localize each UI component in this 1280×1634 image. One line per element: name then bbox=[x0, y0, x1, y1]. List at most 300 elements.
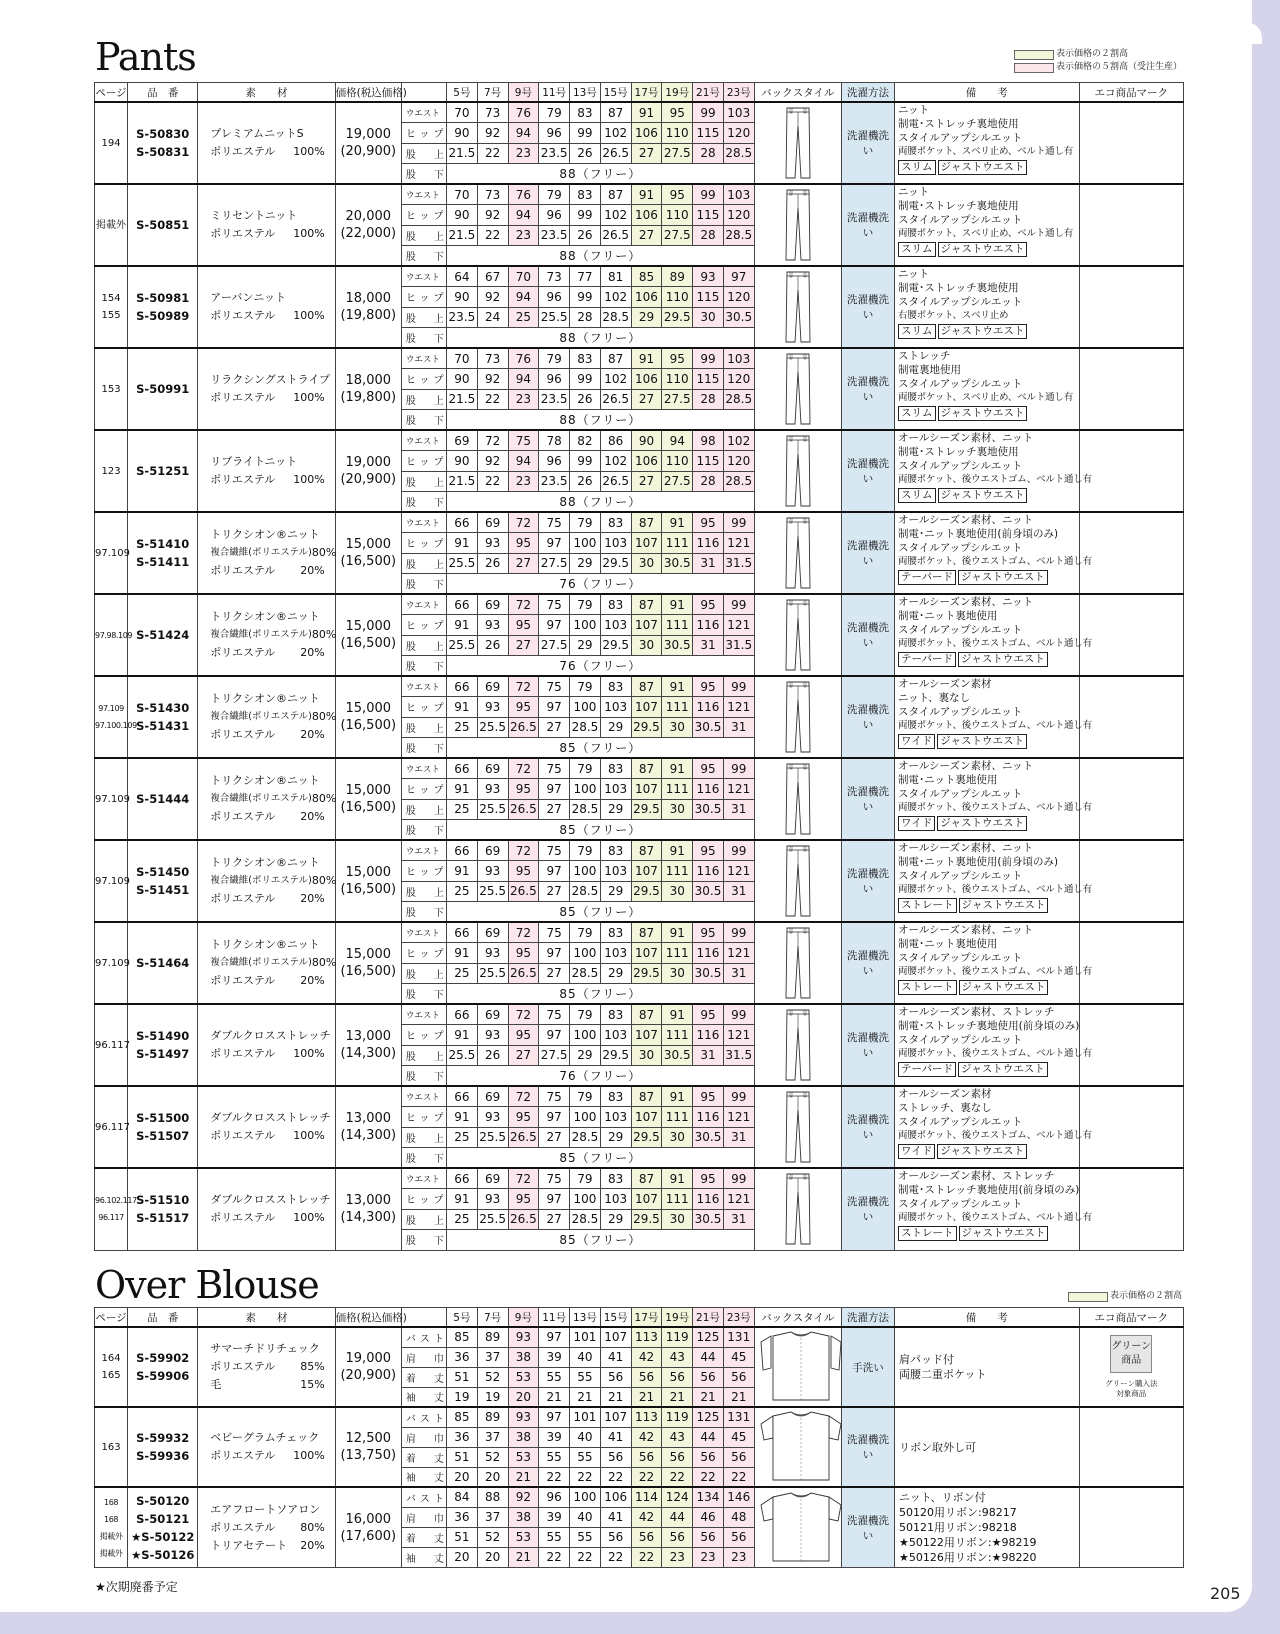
product-code: S-59936 bbox=[136, 1449, 190, 1463]
size-value: 56 bbox=[631, 1447, 662, 1467]
size-value: 28 bbox=[570, 307, 601, 328]
size-value: 95 bbox=[693, 758, 724, 779]
measure-label: ウエスト bbox=[401, 512, 446, 533]
material-name: 複合繊維(ポリエステル) bbox=[210, 547, 312, 558]
size-value: 51 bbox=[446, 1447, 477, 1467]
col-header: 23号 bbox=[723, 83, 754, 103]
material-name: ポリエステル bbox=[210, 892, 276, 905]
material-name: リブライトニット bbox=[210, 455, 298, 468]
legend-label-20pct: 表示価格の２割高 bbox=[1056, 49, 1129, 59]
measure-label: 股 上 bbox=[401, 307, 446, 328]
size-value: 93 bbox=[477, 697, 508, 718]
measure-label: 肩 巾 bbox=[401, 1507, 446, 1527]
eco-mark bbox=[1079, 102, 1183, 184]
size-value: 86 bbox=[600, 430, 631, 451]
material-name: ダブルクロスストレッチ bbox=[210, 1111, 331, 1124]
product-codes bbox=[128, 922, 198, 1004]
size-value: 31 bbox=[693, 553, 724, 574]
measure-label: 股 上 bbox=[401, 799, 446, 820]
remark-line: スタイルアップシルエット bbox=[898, 1115, 1023, 1128]
price-tax-included: (22,000) bbox=[340, 226, 397, 241]
remark-line: リボン取外し可 bbox=[899, 1440, 977, 1454]
size-value: 27 bbox=[539, 1209, 570, 1230]
size-value: 78 bbox=[539, 430, 570, 451]
size-value: 30 bbox=[662, 963, 693, 984]
remark-line: ★50122用リボン:★98219 bbox=[899, 1536, 1037, 1549]
material bbox=[198, 430, 335, 512]
remark-line: オールシーズン素材、ニット bbox=[898, 924, 1034, 936]
material-name: ダブルクロスストレッチ bbox=[210, 1029, 331, 1042]
eco-mark bbox=[1079, 266, 1183, 348]
size-value: 66 bbox=[446, 922, 477, 943]
col-header: 19号 bbox=[662, 1308, 693, 1328]
remark-line: スタイルアップシルエット bbox=[898, 131, 1023, 144]
size-value: 85 bbox=[446, 1407, 477, 1427]
material-percent: 80% bbox=[311, 792, 337, 805]
size-value: 83 bbox=[570, 184, 601, 205]
page-ref: 96.117 bbox=[95, 1039, 130, 1051]
eco-mark bbox=[1079, 758, 1183, 840]
remark-line: 両腰ポケット、後ウエストゴム、ベルト通し有 bbox=[898, 1048, 1092, 1060]
size-value: 91 bbox=[662, 594, 693, 615]
remarks bbox=[895, 430, 1092, 512]
size-value: 110 bbox=[662, 451, 693, 472]
size-value: 95 bbox=[693, 512, 724, 533]
wash-method: 洗濯機洗い bbox=[841, 1168, 894, 1250]
measure-label: ウエスト bbox=[401, 676, 446, 697]
size-value: 116 bbox=[693, 615, 724, 636]
size-value: 87 bbox=[631, 1168, 662, 1189]
size-value: 97 bbox=[539, 861, 570, 882]
size-value: 99 bbox=[723, 1086, 754, 1107]
size-value: 87 bbox=[631, 594, 662, 615]
remarks bbox=[895, 1327, 1080, 1407]
size-value: 95 bbox=[508, 1189, 539, 1210]
remark-line: 制電･ストレッチ裏地使用 bbox=[898, 445, 1019, 458]
size-value: 69 bbox=[477, 1004, 508, 1025]
size-value: 23.5 bbox=[539, 471, 570, 492]
size-value: 103 bbox=[600, 1107, 631, 1128]
material-percent: 100% bbox=[293, 1449, 325, 1462]
remark-line: オールシーズン素材、ニット bbox=[898, 596, 1034, 608]
size-value: 91 bbox=[662, 1004, 693, 1025]
price-tax-included: (16,500) bbox=[340, 554, 397, 569]
size-value: 69 bbox=[477, 1168, 508, 1189]
pants-back-style-icon bbox=[784, 680, 812, 754]
material-percent: 100% bbox=[293, 1047, 325, 1060]
product-code: S-50831 bbox=[136, 145, 190, 159]
measure-label: バスト bbox=[401, 1407, 446, 1427]
size-value: 29 bbox=[570, 1045, 601, 1066]
size-value: 28.5 bbox=[723, 471, 754, 492]
size-value: 97 bbox=[539, 1407, 570, 1427]
free-size-value: 85（フリー） bbox=[446, 1230, 754, 1251]
size-value: 23 bbox=[723, 1547, 754, 1567]
price-value: 15,000 bbox=[345, 701, 392, 716]
remark-line: 両腰ポケット、後ウエストゴム、ベルト通し有 bbox=[898, 556, 1092, 568]
size-value: 56 bbox=[600, 1367, 631, 1387]
size-value: 28 bbox=[693, 389, 724, 410]
size-value: 107 bbox=[600, 1407, 631, 1427]
size-value: 69 bbox=[477, 922, 508, 943]
size-value: 87 bbox=[631, 1086, 662, 1107]
size-value: 116 bbox=[693, 1025, 724, 1046]
material-name: ポリエステル bbox=[210, 1047, 276, 1060]
wash-method: 洗濯機洗い bbox=[841, 348, 894, 430]
measure-label: 股 上 bbox=[401, 1127, 446, 1148]
material bbox=[198, 512, 335, 594]
size-value: 99 bbox=[723, 594, 754, 615]
size-value: 23.5 bbox=[539, 225, 570, 246]
price bbox=[335, 512, 401, 594]
size-row bbox=[95, 1327, 1184, 1347]
size-value: 76 bbox=[508, 184, 539, 205]
material-percent: 80% bbox=[311, 874, 337, 887]
price-value: 18,000 bbox=[345, 373, 392, 388]
blouse-spec-table bbox=[94, 1307, 1184, 1568]
size-value: 75 bbox=[539, 840, 570, 861]
remark-line: ニット bbox=[898, 104, 930, 116]
size-value: 87 bbox=[600, 348, 631, 369]
measure-label: ウエスト bbox=[401, 1168, 446, 1189]
size-value: 81 bbox=[600, 266, 631, 287]
size-value: 45 bbox=[723, 1427, 754, 1447]
page-ref: 168 168 掲載外 掲載外 bbox=[99, 1497, 123, 1558]
material-percent: 20% bbox=[300, 728, 325, 741]
size-value: 56 bbox=[723, 1367, 754, 1387]
size-value: 70 bbox=[446, 348, 477, 369]
size-value: 85 bbox=[631, 266, 662, 287]
price bbox=[335, 1327, 401, 1407]
eco-mark bbox=[1079, 1086, 1183, 1168]
remark-line: ニット、裏なし bbox=[898, 691, 971, 704]
size-value: 44 bbox=[693, 1347, 724, 1367]
size-value: 97 bbox=[723, 266, 754, 287]
size-value: 28 bbox=[693, 225, 724, 246]
page-ref: 96.117 bbox=[95, 1121, 130, 1133]
remark-line: 両腰ポケット、後ウエストゴム、ベルト通し有 bbox=[898, 966, 1092, 978]
free-size-value: 85（フリー） bbox=[446, 984, 754, 1005]
size-value: 90 bbox=[446, 451, 477, 472]
size-value: 121 bbox=[723, 615, 754, 636]
measure-label: 股 下 bbox=[401, 574, 446, 595]
size-value: 23.5 bbox=[539, 389, 570, 410]
price-tax-included: (16,500) bbox=[340, 718, 397, 733]
size-value: 103 bbox=[600, 943, 631, 964]
material-name: 複合繊維(ポリエステル) bbox=[210, 629, 312, 640]
size-value: 103 bbox=[600, 861, 631, 882]
size-value: 20 bbox=[477, 1547, 508, 1567]
price bbox=[335, 184, 401, 266]
product-codes bbox=[128, 1004, 198, 1086]
size-value: 111 bbox=[662, 779, 693, 800]
measure-label: ヒップ bbox=[401, 533, 446, 554]
size-value: 38 bbox=[508, 1427, 539, 1447]
size-value: 99 bbox=[723, 922, 754, 943]
remark-line: スタイルアップシルエット bbox=[898, 705, 1023, 718]
size-value: 22 bbox=[477, 471, 508, 492]
wash-method: 洗濯機洗い bbox=[841, 922, 894, 1004]
size-value: 72 bbox=[508, 512, 539, 533]
size-value: 121 bbox=[723, 861, 754, 882]
page-ref: 96.102.117 96.117 bbox=[95, 1196, 137, 1223]
size-value: 85 bbox=[446, 1327, 477, 1347]
size-value: 22 bbox=[631, 1467, 662, 1487]
size-value: 29.5 bbox=[631, 1127, 662, 1148]
size-value: 103 bbox=[600, 779, 631, 800]
material bbox=[198, 102, 335, 184]
size-value: 95 bbox=[508, 533, 539, 554]
size-value: 26.5 bbox=[508, 881, 539, 902]
size-value: 93 bbox=[477, 943, 508, 964]
size-value: 103 bbox=[723, 184, 754, 205]
size-value: 115 bbox=[693, 451, 724, 472]
col-header: 洗濯方法 bbox=[841, 1308, 894, 1328]
size-value: 30.5 bbox=[723, 307, 754, 328]
product-code: S-51430 bbox=[136, 701, 190, 715]
size-value: 93 bbox=[477, 1107, 508, 1128]
pants-back-style-icon bbox=[784, 1008, 812, 1082]
measure-label: 着 丈 bbox=[401, 1447, 446, 1467]
eco-mark bbox=[1079, 676, 1183, 758]
size-value: 107 bbox=[631, 1025, 662, 1046]
size-value: 83 bbox=[600, 676, 631, 697]
size-value: 55 bbox=[570, 1527, 601, 1547]
size-value: 124 bbox=[662, 1487, 693, 1507]
size-value: 26.5 bbox=[600, 389, 631, 410]
back-style bbox=[754, 266, 841, 348]
size-value: 28.5 bbox=[570, 1209, 601, 1230]
measure-label: 着 丈 bbox=[401, 1527, 446, 1547]
price-tax-included: (14,300) bbox=[340, 1128, 397, 1143]
material-name: ポリエステル bbox=[210, 227, 276, 240]
size-value: 107 bbox=[631, 861, 662, 882]
col-header: エコ商品マーク bbox=[1079, 83, 1183, 103]
size-value: 93 bbox=[477, 1189, 508, 1210]
wash-method: 洗濯機洗い bbox=[841, 1407, 894, 1487]
remarks bbox=[895, 1004, 1092, 1086]
size-value: 56 bbox=[631, 1367, 662, 1387]
remark-line: 両腰ポケット、スベリ止め、ベルト通し有 bbox=[898, 392, 1074, 404]
size-value: 90 bbox=[446, 287, 477, 308]
pants-back-style-icon bbox=[784, 516, 812, 590]
measure-label: 袖 丈 bbox=[401, 1387, 446, 1407]
remark-line: 両腰二重ポケット bbox=[899, 1368, 987, 1381]
back-style bbox=[754, 1487, 841, 1568]
remark-line: オールシーズン素材 bbox=[898, 1088, 992, 1100]
product-codes bbox=[128, 1407, 198, 1487]
size-value: 30.5 bbox=[693, 1127, 724, 1148]
size-value: 76 bbox=[508, 102, 539, 123]
remark-line: 制電･ストレッチ裏地使用 bbox=[898, 117, 1019, 130]
size-value: 79 bbox=[539, 102, 570, 123]
col-header: ページ bbox=[95, 1308, 128, 1328]
size-value: 28.5 bbox=[723, 389, 754, 410]
size-value: 107 bbox=[631, 533, 662, 554]
size-value: 94 bbox=[662, 430, 693, 451]
product-codes bbox=[128, 758, 198, 840]
size-value: 21 bbox=[600, 1387, 631, 1407]
fit-tag: ストレート bbox=[898, 898, 957, 913]
back-style bbox=[754, 758, 841, 840]
size-value: 97 bbox=[539, 1107, 570, 1128]
col-header: エコ商品マーク bbox=[1079, 1308, 1183, 1328]
free-size-value: 88（フリー） bbox=[446, 246, 754, 267]
measure-label: ヒップ bbox=[401, 1025, 446, 1046]
wash-method: 洗濯機洗い bbox=[841, 1086, 894, 1168]
size-value: 93 bbox=[477, 779, 508, 800]
catalog-page bbox=[95, 512, 128, 594]
size-value: 115 bbox=[693, 205, 724, 226]
col-header: 備 考 bbox=[895, 1308, 1080, 1328]
size-value: 22 bbox=[477, 389, 508, 410]
size-value: 121 bbox=[723, 1025, 754, 1046]
material-name: プレミアムニットS bbox=[210, 127, 304, 140]
eco-mark bbox=[1079, 1168, 1183, 1250]
size-value: 21 bbox=[693, 1387, 724, 1407]
fit-tag: スリム bbox=[898, 324, 936, 339]
size-value: 56 bbox=[723, 1447, 754, 1467]
free-size-value: 76（フリー） bbox=[446, 1066, 754, 1087]
size-value: 22 bbox=[600, 1467, 631, 1487]
size-value: 111 bbox=[662, 533, 693, 554]
size-value: 103 bbox=[600, 1025, 631, 1046]
size-value: 28 bbox=[693, 471, 724, 492]
material-name: 複合繊維(ポリエステル) bbox=[210, 711, 312, 722]
size-value: 100 bbox=[570, 943, 601, 964]
green-mark-text: グリーン 商品 bbox=[1111, 1341, 1152, 1366]
size-value: 99 bbox=[570, 369, 601, 390]
price-tax-included: (16,500) bbox=[340, 636, 397, 651]
measure-label: 股 上 bbox=[401, 717, 446, 738]
blouse-back-style-icon bbox=[757, 1330, 845, 1404]
size-value: 21 bbox=[508, 1547, 539, 1567]
size-value: 26.5 bbox=[600, 143, 631, 164]
size-value: 30.5 bbox=[693, 881, 724, 902]
size-value: 91 bbox=[662, 840, 693, 861]
size-value: 79 bbox=[570, 1086, 601, 1107]
remark-line: ニット、リボン付 bbox=[899, 1491, 986, 1504]
size-value: 103 bbox=[600, 697, 631, 718]
col-header: 品 番 bbox=[128, 83, 198, 103]
product-code: ★S-50126 bbox=[131, 1547, 195, 1562]
size-value: 27 bbox=[539, 963, 570, 984]
size-value: 29 bbox=[600, 1209, 631, 1230]
size-row bbox=[95, 922, 1184, 943]
size-value: 27.5 bbox=[662, 389, 693, 410]
col-header: 9号 bbox=[508, 1308, 539, 1328]
size-value: 100 bbox=[570, 1189, 601, 1210]
product-codes bbox=[128, 1487, 198, 1568]
material-percent: 100% bbox=[293, 391, 325, 404]
col-header: 21号 bbox=[693, 1308, 724, 1328]
size-value: 146 bbox=[723, 1487, 754, 1507]
col-header: 価格(税込価格) bbox=[335, 83, 401, 103]
measure-label: 股 上 bbox=[401, 1045, 446, 1066]
fit-tag: ジャストウエスト bbox=[958, 1062, 1048, 1077]
eco-mark bbox=[1079, 1407, 1183, 1487]
product-code: S-51507 bbox=[136, 1129, 190, 1143]
remarks bbox=[895, 840, 1092, 922]
size-value: 23 bbox=[693, 1547, 724, 1567]
material-name: 複合繊維(ポリエステル) bbox=[210, 793, 312, 804]
page-ref: 97.109 bbox=[95, 793, 130, 805]
wash-method: 洗濯機洗い bbox=[841, 594, 894, 676]
blouse-section-title: Over Blouse bbox=[95, 1263, 319, 1307]
size-value: 36 bbox=[446, 1347, 477, 1367]
material-percent: 80% bbox=[311, 628, 337, 641]
size-value: 107 bbox=[631, 943, 662, 964]
eco-mark bbox=[1079, 1487, 1183, 1568]
size-value: 94 bbox=[508, 205, 539, 226]
size-value: 23 bbox=[508, 471, 539, 492]
size-row bbox=[95, 758, 1184, 779]
size-value: 26 bbox=[570, 225, 601, 246]
remark-line: 両腰ポケット、後ウエストゴム、ベルト通し有 bbox=[898, 474, 1092, 486]
remark-line: スタイルアップシルエット bbox=[898, 623, 1023, 636]
size-value: 92 bbox=[477, 369, 508, 390]
product-code: S-59932 bbox=[136, 1431, 190, 1445]
size-value: 23 bbox=[508, 389, 539, 410]
size-value: 93 bbox=[508, 1407, 539, 1427]
material-percent: 80% bbox=[311, 710, 337, 723]
product-codes bbox=[128, 594, 198, 676]
size-value: 56 bbox=[693, 1527, 724, 1547]
fit-tag: ワイド bbox=[898, 734, 935, 749]
price bbox=[335, 758, 401, 840]
material-name: ポリエステル bbox=[210, 1520, 276, 1534]
size-value: 79 bbox=[570, 512, 601, 533]
back-style bbox=[754, 1004, 841, 1086]
size-value: 38 bbox=[508, 1507, 539, 1527]
price bbox=[335, 922, 401, 1004]
pants-price-legend bbox=[1014, 48, 1182, 74]
size-value: 31 bbox=[693, 1045, 724, 1066]
price bbox=[335, 1086, 401, 1168]
size-value: 72 bbox=[508, 594, 539, 615]
size-value: 42 bbox=[631, 1427, 662, 1447]
size-row bbox=[95, 1487, 1184, 1507]
size-value: 91 bbox=[662, 676, 693, 697]
size-value: 66 bbox=[446, 1004, 477, 1025]
remark-line: 制電･ストレッチ裏地使用(前身頃のみ) bbox=[898, 1019, 1080, 1032]
size-value: 27 bbox=[508, 553, 539, 574]
size-value: 29.5 bbox=[600, 635, 631, 656]
material-name: ポリエステル bbox=[210, 728, 276, 741]
free-size-value: 85（フリー） bbox=[446, 902, 754, 923]
catalog-page bbox=[95, 184, 128, 266]
remark-line: オールシーズン素材、ストレッチ bbox=[898, 1006, 1055, 1018]
material-percent: 100% bbox=[293, 1129, 325, 1142]
size-value: 106 bbox=[631, 123, 662, 144]
product-code: S-50121 bbox=[136, 1511, 190, 1526]
material-name: ポリエステル bbox=[210, 145, 276, 158]
size-value: 69 bbox=[477, 1086, 508, 1107]
size-value: 93 bbox=[477, 533, 508, 554]
size-value: 38 bbox=[508, 1347, 539, 1367]
price-tax-included: (16,500) bbox=[340, 800, 397, 815]
product-code: S-50991 bbox=[136, 382, 190, 396]
remark-line: 両腰ポケット、後ウエストゴム、ベルト通し有 bbox=[898, 802, 1092, 814]
size-value: 87 bbox=[631, 840, 662, 861]
remark-line: 両腰ポケット、スベリ止め、ベルト通し有 bbox=[898, 146, 1074, 158]
fit-tag: ジャストウエスト bbox=[958, 652, 1048, 667]
wash-method: 洗濯機洗い bbox=[841, 266, 894, 348]
product-codes bbox=[128, 266, 198, 348]
remarks bbox=[895, 266, 1080, 348]
wash-method: 洗濯機洗い bbox=[841, 840, 894, 922]
wash-method: 洗濯機洗い bbox=[841, 1487, 894, 1568]
